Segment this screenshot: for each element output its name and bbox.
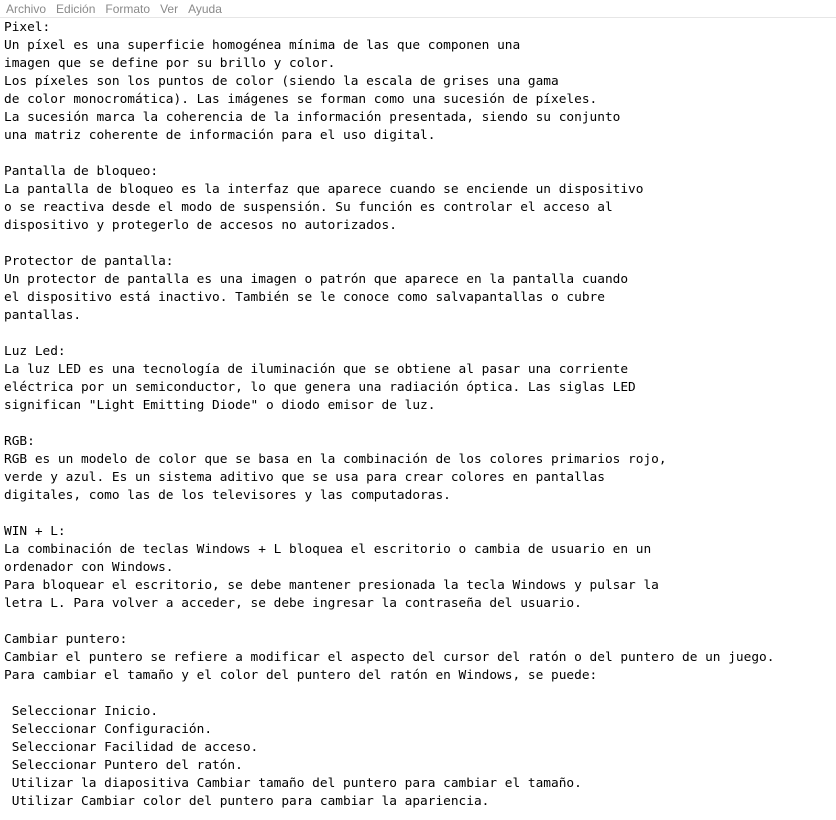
menu-archivo[interactable]: Archivo: [6, 1, 47, 16]
text-line: eléctrica por un semiconductor, lo que genera una radiación óptica. Las siglas LED: [4, 380, 636, 395]
text-line: Utilizar la diapositiva Cambiar tamaño del puntero para cambiar el tamaño.: [4, 776, 582, 791]
text-line: Utilizar Cambiar color del puntero para cambiar la apariencia.: [4, 794, 490, 809]
text-line: Pixel:: [4, 20, 51, 35]
text-line: La sucesión marca la coherencia de la información presentada, siendo su conjunto: [4, 110, 621, 125]
text-line: significan "Light Emitting Diode" o diodo emisor de luz.: [4, 398, 436, 413]
text-line: digitales, como las de los televisores y las computadoras.: [4, 488, 451, 503]
text-line: WIN + L:: [4, 524, 66, 539]
menu-ver[interactable]: Ver: [160, 1, 179, 16]
text-line: RGB es un modelo de color que se basa en la combinación de los colores primarios rojo,: [4, 452, 667, 467]
text-line: Cambiar puntero:: [4, 632, 128, 647]
text-line: La luz LED es una tecnología de iluminación que se obtiene al pasar una corriente: [4, 362, 629, 377]
text-line: Seleccionar Inicio.: [4, 704, 159, 719]
text-line: una matriz coherente de información para el uso digital.: [4, 128, 436, 143]
text-line: Los píxeles son los puntos de color (siendo la escala de grises una gama: [4, 74, 559, 89]
text-line: verde y azul. Es un sistema aditivo que se usa para crear colores en pantallas: [4, 470, 605, 485]
menu-edicion[interactable]: Edición: [56, 1, 96, 16]
text-line: dispositivo y protegerlo de accesos no autorizados.: [4, 218, 397, 233]
text-line: La pantalla de bloqueo es la interfaz que aparece cuando se enciende un dispositivo: [4, 182, 644, 197]
text-line: Un protector de pantalla es una imagen o patrón que aparece en la pantalla cuando: [4, 272, 629, 287]
menu-formato[interactable]: Formato: [105, 1, 151, 16]
text-line: ordenador con Windows.: [4, 560, 174, 575]
text-line: Protector de pantalla:: [4, 254, 174, 269]
text-editor[interactable]: [0, 19, 836, 820]
menu-ayuda[interactable]: Ayuda: [188, 1, 222, 16]
text-line: Para bloquear el escritorio, se debe mantener presionada la tecla Windows y pulsar la: [4, 578, 659, 593]
text-line: de color monocromática). Las imágenes se forman como una sucesión de píxeles.: [4, 92, 598, 107]
text-line: letra L. Para volver a acceder, se debe ingresar la contraseña del usuario.: [4, 596, 582, 611]
document-text[interactable]: [4, 19, 836, 811]
text-line: Seleccionar Facilidad de acceso.: [4, 740, 259, 755]
menu-bar: [0, 0, 836, 18]
text-line: Cambiar el puntero se refiere a modificar el aspecto del cursor del ratón o del puntero de un juego.: [4, 650, 775, 665]
text-line: o se reactiva desde el modo de suspensión. Su función es controlar el acceso al: [4, 200, 613, 215]
text-line: Seleccionar Configuración.: [4, 722, 213, 737]
text-line: imagen que se define por su brillo y color.: [4, 56, 336, 71]
text-line: La combinación de teclas Windows + L bloquea el escritorio o cambia de usuario en un: [4, 542, 652, 557]
text-line: Un píxel es una superficie homogénea mínima de las que componen una: [4, 38, 521, 53]
text-line: pantallas.: [4, 308, 82, 323]
text-line: el dispositivo está inactivo. También se le conoce como salvapantallas o cubre: [4, 290, 605, 305]
text-line: Luz Led:: [4, 344, 66, 359]
text-line: Seleccionar Puntero del ratón.: [4, 758, 243, 773]
text-line: Para cambiar el tamaño y el color del puntero del ratón en Windows, se puede:: [4, 668, 598, 683]
text-line: Pantalla de bloqueo:: [4, 164, 159, 179]
text-line: RGB:: [4, 434, 35, 449]
